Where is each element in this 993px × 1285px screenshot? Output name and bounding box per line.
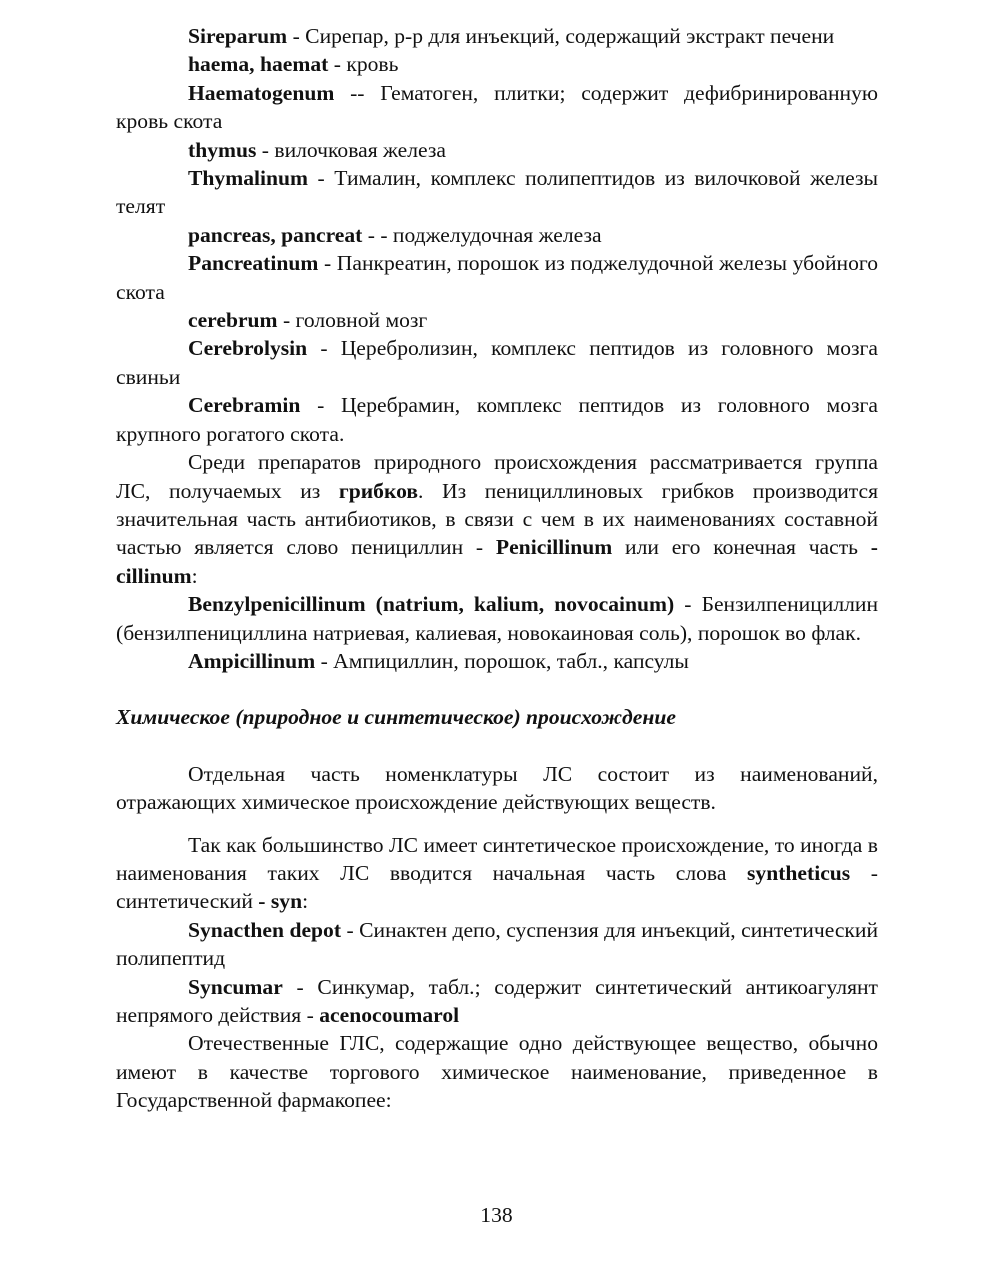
term: Haematogenum [188, 80, 335, 105]
term: Cerebrolysin [188, 336, 308, 361]
term: Synacthen depot [188, 917, 342, 942]
entry-benzylpenicillinum [116, 590, 878, 647]
term: - syn [258, 889, 303, 914]
definition: - Церебрамин, комплекс пептидов из головного мозга крупного рогатого скота. [116, 393, 878, 446]
entry-pancreas [116, 221, 878, 249]
definition: - вилочковая железа [256, 137, 446, 162]
paragraph-synthetic [116, 831, 878, 916]
text: . Из пенициллиновых грибков производится значительная часть антибиотиков, в связи с чем в их наименованиях составной частью является слово пенициллин - [116, 478, 878, 560]
term: Sireparum [188, 24, 288, 48]
entry-sireparum [116, 22, 878, 50]
term: -cillinum [116, 535, 878, 588]
term: Benzylpenicillinum [188, 592, 366, 617]
term: Pancreatinum [188, 251, 319, 276]
text: - синтетический [116, 860, 878, 914]
definition: - Панкреатин, порошок из поджелудочной железы убойного скота [116, 251, 878, 304]
definition: - Синактен депо, суспензия для инъекций, синтетический полипептид [116, 917, 879, 971]
entry-ampicillinum [116, 647, 878, 675]
paragraph-chemical: Отдельная часть номенклатуры ЛС состоит из наименований, отражающих химическое происхождение действующих веществ. [116, 761, 878, 815]
term: Syncumar [188, 974, 283, 999]
term: Ampicillinum [188, 648, 316, 673]
term: thymus [188, 137, 257, 162]
term: pancreas, pancreat [188, 222, 363, 247]
entry-syncumar [116, 973, 878, 1030]
definition: - Тималин, комплекс полипептидов из вилочковой железы телят [116, 166, 878, 219]
term: Cerebramin [188, 393, 301, 418]
term: , [538, 592, 555, 617]
paragraph-fungi [116, 448, 878, 590]
page-number: 138 [480, 1203, 513, 1227]
entry-thymus [116, 136, 878, 164]
definition: - Синкумар, табл.; содержит синтетический антикоагулянт непрямого действия - [116, 974, 878, 1027]
entry-pancreatinum [116, 249, 878, 306]
term: kalium [473, 592, 539, 617]
entry-cerebrolysin [116, 334, 878, 391]
text: Среди препаратов природного происхождения рассматривается группа ЛС, получаемых из [116, 450, 878, 503]
definition: - - поджелудочная железа [362, 222, 602, 247]
section-heading: Химическое (природное и синтетическое) происхождение [116, 705, 676, 730]
text: или его конечная часть [612, 535, 871, 560]
text: : [191, 563, 198, 588]
term: ) [667, 592, 675, 617]
definition: - Ампициллин, порошок, табл., капсулы [315, 648, 689, 673]
definition: - Церебролизин, комплекс пептидов из головного мозга свиньи [116, 336, 878, 389]
term: грибков [338, 478, 419, 503]
text: : [302, 889, 309, 914]
definition: - Бензилпенициллин (бензилпенициллина натриевая, калиевая, новокаиновая соль), порошок во флак. [116, 592, 879, 645]
term: acenocoumarol [319, 1003, 460, 1027]
term: ( [365, 592, 383, 617]
entry-haema [116, 50, 878, 78]
definition: - кровь [328, 52, 399, 77]
term: cerebrum [188, 308, 278, 333]
entry-synacthen [116, 916, 878, 973]
page-body [116, 22, 878, 1115]
term: Penicillinum [495, 535, 613, 560]
paragraph-domestic: Отечественные ГЛС, содержащие одно действующее вещество, обычно имеют в качестве торгового химическое наименование, приведенное в Государственной фармакопее: [116, 1031, 878, 1113]
entry-haematogenum [116, 79, 878, 136]
term: natrium [382, 592, 459, 617]
definition: - головной мозг [277, 308, 428, 333]
entry-cerebramin [116, 391, 878, 448]
definition: - Сирепар, р-р для инъекций, содержащий экстракт печени [287, 24, 835, 48]
term: haema, haemat [188, 52, 329, 77]
term: Thymalinum [188, 166, 308, 191]
definition: -- Гематоген, плитки; содержит дефибринированную кровь скота [116, 80, 878, 134]
entry-thymalinum [116, 164, 878, 221]
term: novocainum [554, 592, 668, 617]
term: , [458, 592, 474, 617]
term: syntheticus [747, 860, 851, 885]
text: Так как большинство ЛС имеет синтетическое происхождение, то иногда в наименования таких ЛС вводится начальная часть слова [116, 832, 878, 885]
entry-cerebrum [116, 306, 878, 334]
